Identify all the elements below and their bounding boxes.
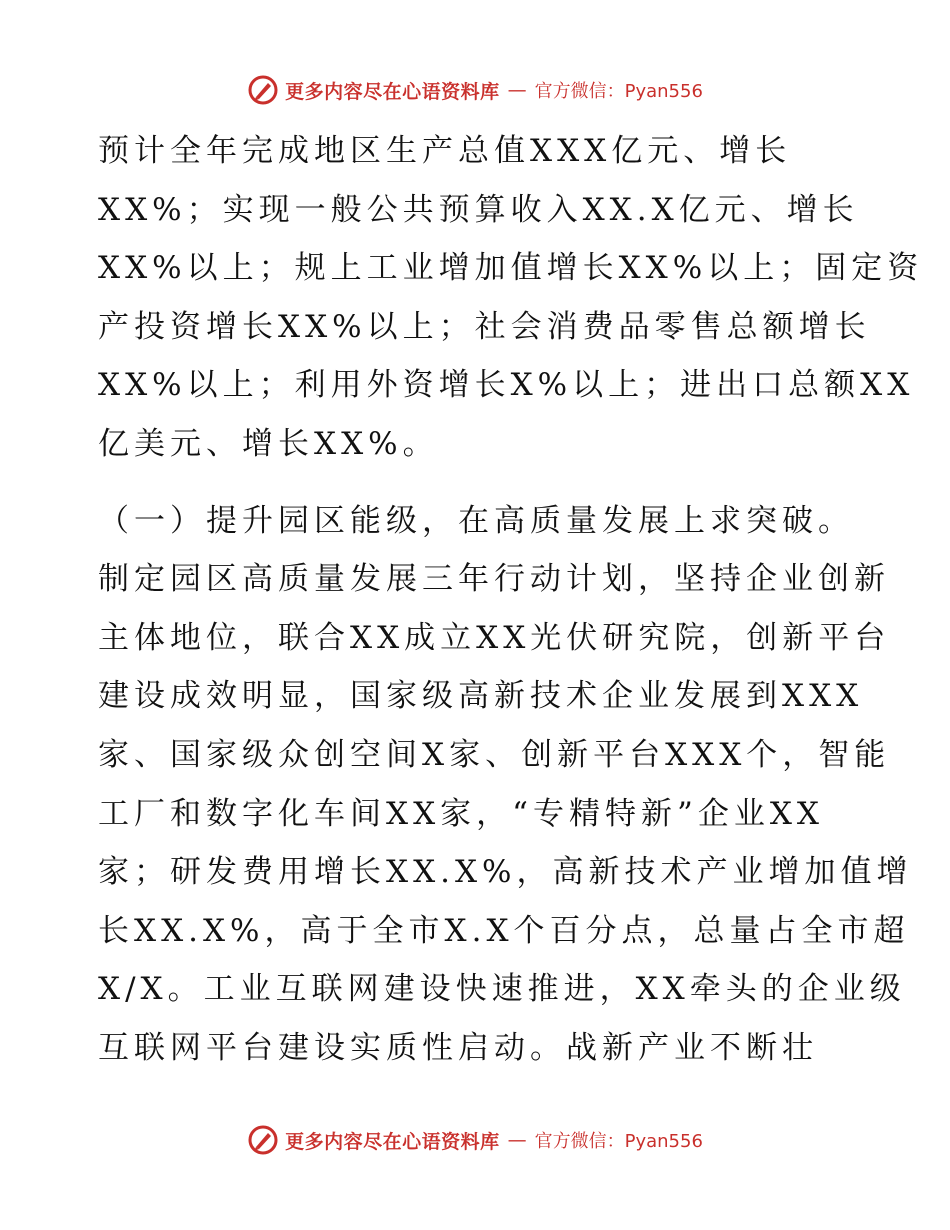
text-line: XX%以上；规上工业增加值增长XX%以上；固定资 [98,250,924,287]
watermark-dash: — [507,79,527,101]
text-line: 家；研发费用增长XX.X%，高新技术产业增加值增 [98,854,913,891]
watermark-text: 更多内容尽在心语资料库 [285,80,500,103]
text-line: 长XX.X%，高于全市X.X个百分点，总量占全市超 [98,912,910,949]
watermark-text: 更多内容尽在心语资料库 [285,1130,500,1153]
text-line: 互联网平台建设实质性启动。战新产业不断壮 [98,1029,818,1066]
text-line: 亿美元、增长XX%。 [98,425,439,462]
text-line: 工厂和数字化车间XX家，“专精特新”企业XX [98,795,824,832]
footer-watermark [0,1120,950,1160]
text-line: XX%以上；利用外资增长X%以上；进出口总额XX [98,367,915,404]
text-line: 建设成效明显，国家级高新技术企业发展到XXX [98,678,864,715]
text-line: 制定园区高质量发展三年行动计划，坚持企业创新 [98,561,890,598]
text-line: X/X。工业互联网建设快速推进，XX牵头的企业级 [98,971,906,1008]
pen-logo-icon [247,1124,279,1156]
header-watermark [0,70,950,110]
text-line: （一）提升园区能级，在高质量发展上求突破。 [98,502,854,539]
text-line: 预计全年完成地区生产总值XXX亿元、增长 [98,133,792,169]
text-line: 主体地位，联合XX成立XX光伏研究院，创新平台 [98,619,891,656]
document-body [98,122,924,1078]
watermark-wechat: 官方微信：Pyan556 [534,1131,703,1152]
text-line: 家、国家级众创空间X家、创新平台XXX个，智能 [98,736,891,773]
paragraph-section-one [98,492,913,1078]
paragraph-targets [98,122,924,474]
text-line: 产投资增长XX%以上；社会消费品零售总额增长 [98,308,871,345]
watermark-dash: — [507,1129,527,1151]
text-line: XX%；实现一般公共预算收入XX.X亿元、增长 [98,191,859,228]
pen-logo-icon [247,74,279,106]
watermark-wechat: 官方微信：Pyan556 [534,81,703,102]
